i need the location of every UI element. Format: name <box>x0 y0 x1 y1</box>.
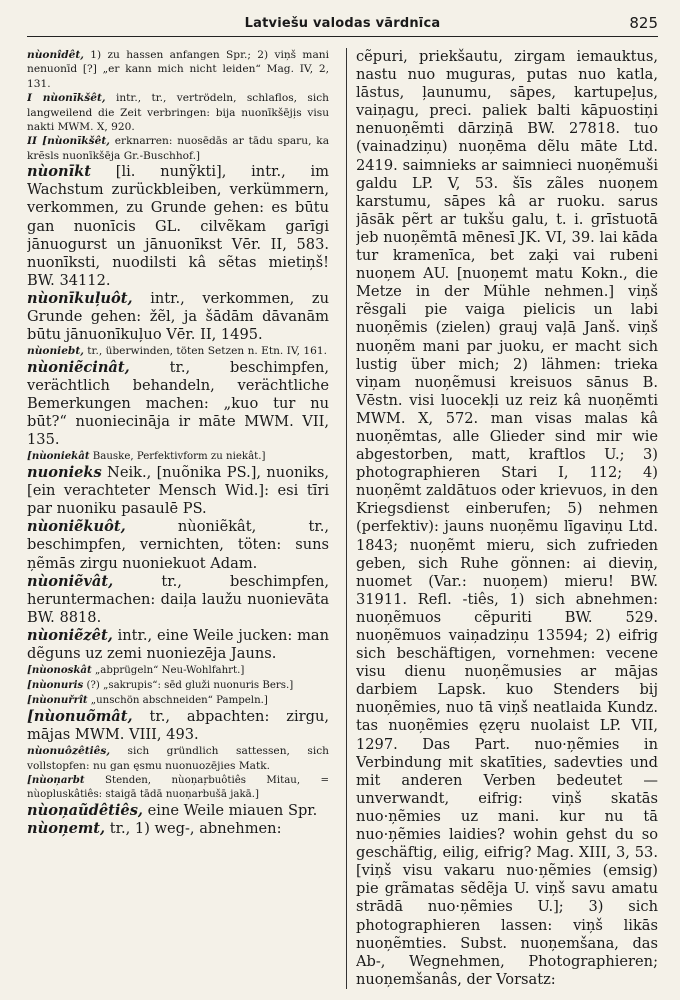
entry-text: tr., beschimpfen, heruntermachen: daiļa laužu nuonievāta BW. 8818. <box>27 572 330 626</box>
header-rule <box>27 36 658 37</box>
entry-headword: nùoniebt, <box>27 345 84 358</box>
entry-headword: [nùoņarbt <box>27 774 85 787</box>
dictionary-entry <box>27 163 329 290</box>
entry-text: intr., tr., vertrödeln, schlaflos, sich langweilend die Zeit verbringen: bija nuonīkšēji̦s visu nakti MWM. X, 920. <box>27 92 330 134</box>
entry-headword: [nùonuřrît <box>27 694 88 707</box>
entry-headword: nùonuôzêtiês, <box>27 745 111 758</box>
column-divider <box>346 48 347 989</box>
dictionary-entry <box>27 573 329 627</box>
running-head <box>27 0 658 40</box>
entry-headword: [nùoniekât <box>27 450 90 463</box>
entry-continuation: cẽpuri, priekšautu, zirgam iemauktus, nastu nuo muguras, putas nuo katla, lāstus, ļaunumu, sāpes, kartupeļus, vaiņagu, preci. paliek balti kāpuostiņi nenuoņẽmti dārziņā BW. 27818. tuo (vainadziņu) nuoņēma dẽlu māte Ltd. 2419. saimnieks ar saimnieci nuoņẽmuši galdu LP. V, 53. šīs zãles nuoņem karstumu, sāpes kâ ar ruoku. sarus jāsāk pẽrt ar tukšu galu, t. i. grīstuotā jeb nuoņẽmtā mēnesī JK. VI, 39. lai kāda tur kramenīca, bet zaķi vai rubeni nuoņem AU. [nuoņemt matu Kokn., die Metze in der Mühle nehmen.] viņš rẽsgali pie vaiga pielicis un labi nuoņẽmis (zielen) grauj vaļā Janš. viņš nuoņẽm mani par juoku, er macht sich lustig über mich; 2) lähmen: trieka viņam nuoņẽmusi kreisuos sānus B. Vēstn. visi luocekļi uz reiz kâ nuoņẽmti MWM. X, 572. man visas malas kâ nuoņẽmtas, alle Glieder sind mir wie abgestorben, matt, kraftlos U.; 3) photographieren Stari I, 112; 4) nuoņẽmt zaldātuos oder krievuos, in den Kriegsdienst einberufen; 5) nehmen (perfektiv): jauns nuoņẽmu līgaviņu Ltd. 1843; nuoņẽmt mieru, sich zufrieden geben, sich Ruhe gönnen: ai dieviņ, nuomet (Var.: nuoņem) mieru! BW. 31911. Refl. -tiês, 1) sich abnehmen: nuoņẽmuos cẽpuriti BW. 529. nuoņẽmuos vaiņadziņu 13594; 2) eifrig sich beschäftigen, vornehmen: vecene visu dienu nuoņẽmusies ar mājas darbiem Lapsk. kuo Stenders bij nuoņẽmies, nuo tā viņš neatlaida Kundz. tas nuoņẽmies ęzęru nuolaist LP. VII, 1297. Das Part. nuo·ņẽmies in Verbindung mit skatīties, sadevties und mit anderen Verben bedeutet — unverwandt, eifrig: viņš skatās nuo·ņẽmies uz mani. kur nu tā nuo·ņẽmies laidies? wohin gehst du so geschäftig, eilig, eifrig? Mag. XIII, 3, 53. [viņš visu vakaru nuo·ņẽmies (emsig) pie grãmatas sẽdẽja U. viņš savu amatu strādā nuo·ņẽmies U.]; 3) sich photographieren lassen: viņš likās nuoņẽmties. Subst. nuoņemšana, das Ab-, Wegnehmen, Photographieren; nuoņemšanâs, der Vorsatz: <box>355 48 658 988</box>
dictionary-entry <box>27 802 329 820</box>
entry-text: „unschön abschneiden“ Pampeln.] <box>87 695 268 707</box>
entry-headword: nùoniẽzêt, <box>27 626 113 644</box>
dictionary-entry <box>27 773 329 802</box>
dictionary-entry <box>27 708 329 744</box>
page-number: 825 <box>629 14 658 32</box>
entry-text: intr., eine Weile jucken: man dẽguns uz zemi nuoniezēja Jauns. <box>27 626 330 662</box>
entry-headword: nùoņemt, <box>27 820 106 838</box>
two-column-body <box>27 48 658 989</box>
dictionary-entry <box>27 693 329 708</box>
entry-headword: nùoniẽkuôt, <box>27 518 126 536</box>
dictionary-entry <box>27 678 329 693</box>
dictionary-entry <box>27 663 329 678</box>
entry-text: nùoniẽkât, tr., beschimpfen, vernichten, töten: suns ņẽmās zirgu nuoniekuot Adam. <box>27 518 330 572</box>
entry-text: (?) „sakrupis“: sēd gluži nuonuris Bers.] <box>83 680 294 692</box>
entry-headword: II [nùonīkšêt, <box>27 135 110 148</box>
left-column <box>27 48 337 989</box>
entry-text: tr., beschimpfen, verächtlich behandeln, verächtliche Bemerkungen machen: „kuo tur nu būt?“ nuoniecināja ir māte MWM. VII, 135. <box>27 358 330 448</box>
entry-text: [li. nunỹkti], intr., im Wachstum zurückbleiben, verkümmern, verkommen, zu Grunde gehen: es būtu gan nuonīcis GL. cilvẽkam garīgi jānuogurst un jānuonīkst Vēr. II, 583. nuonīksti, nuodilsti kâ sẽtas mietiņš! BW. 34112. <box>27 163 330 289</box>
dictionary-entry <box>27 359 329 449</box>
page-title: Latviešu valodas vārdnīca <box>244 16 441 31</box>
entry-text: Bauske, Perfektivform zu niekât.] <box>89 451 266 463</box>
dictionary-entry <box>27 290 329 344</box>
entry-headword: [nùonuõmât, <box>27 708 133 726</box>
entry-text: 1) zu hassen anfangen Spr.; 2) viņš mani nenuonīd [?] „er kann mich nicht leiden“ Mag. IV, 2, 131. <box>27 49 330 90</box>
entry-text: eine Weile miauen Spr. <box>143 802 318 820</box>
entry-headword: nuonieks <box>27 464 102 482</box>
entry-text: Neik., [nuõnika PS.], nuoniks, [ein verachteter Mensch Wid.]: esi tīri par nuoniku pasaulē PS. <box>27 464 330 518</box>
entry-headword: nùoniẽcinât, <box>27 358 130 376</box>
entry-text: tr., abpachten: zirgu, mājas MWM. VIII, 493. <box>27 708 330 744</box>
dictionary-entry <box>27 464 329 518</box>
entry-headword: nùonīkuļuôt, <box>27 289 133 307</box>
dictionary-entry <box>27 627 329 663</box>
entry-headword: nùoņaũdêtiês, <box>27 802 143 820</box>
dictionary-entry <box>27 48 329 91</box>
entry-text: tr., 1) weg-, abnehmen: <box>105 820 282 838</box>
entry-text: intr., verkommen, zu Grunde gehen: žẽl, ja šādām dāvanām būtu jānuonīkuļuo Vēr. II, 1495. <box>27 289 330 344</box>
dictionary-entry <box>27 91 329 134</box>
dictionary-entry <box>27 134 329 163</box>
dictionary-entry <box>27 344 329 358</box>
right-column <box>356 48 658 989</box>
entry-headword: I nùonīkšêt, <box>27 92 106 105</box>
entry-text: tr., überwinden, töten Setzen n. Etn. IV, 161. <box>83 345 327 358</box>
dictionary-entry <box>27 518 329 572</box>
entry-text: Stenden, nùoņaŗbuôtiês Mitau, = nùopluskâtiês: staigā tādā nuoņarbušā jakā.] <box>27 775 330 801</box>
dictionary-entry <box>27 449 329 464</box>
entry-text: „abprügeln“ Neu-Wohlfahrt.] <box>91 665 245 677</box>
entry-headword: nùoniẽvât, <box>27 572 114 590</box>
dictionary-entry <box>27 744 329 773</box>
entry-headword: [nùonuris <box>27 679 84 692</box>
dictionary-entry <box>27 820 329 838</box>
entry-headword: nùonīkt <box>27 163 91 181</box>
entry-text: erknarren: nuosēdās ar tādu sparu, ka krẽsls nuonīkšēja Gr.-Buschhof.] <box>27 135 330 162</box>
entry-text: sich gründlich sattessen, sich vollstopfen: nu gan ęsmu nuonuozējies Matk. <box>27 745 330 772</box>
entry-headword: [nùonoskât <box>27 664 92 677</box>
entry-headword: nùonîdêt, <box>27 49 84 61</box>
